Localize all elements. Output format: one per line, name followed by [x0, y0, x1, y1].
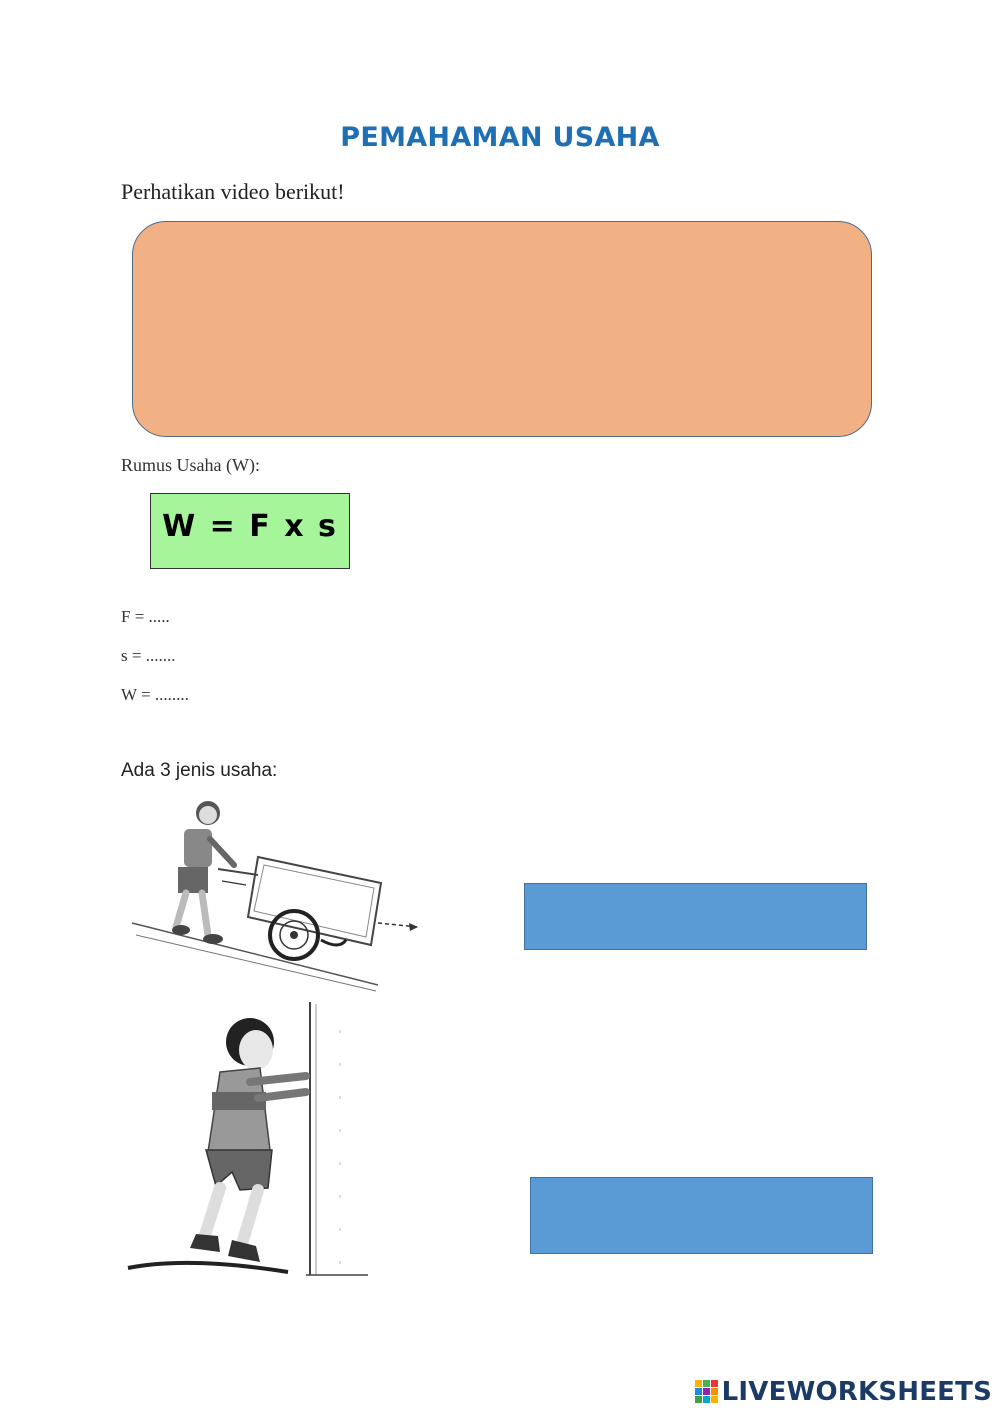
boy-pushing-wall-icon [120, 1000, 380, 1285]
variable-s: s = ....... [121, 646, 176, 665]
brand-watermark [695, 1377, 992, 1407]
boy-pushing-cart-icon [126, 795, 426, 995]
video-placeholder[interactable] [132, 221, 872, 437]
formula-text: W = F x s [162, 508, 338, 544]
formula-label: Rumus Usaha (W): [121, 455, 260, 475]
answer-box-2[interactable] [530, 1177, 873, 1254]
brand-name: LIVEWORKSHEETS [721, 1377, 992, 1407]
formula-box [150, 493, 350, 569]
liveworksheets-logo-icon [695, 1380, 719, 1404]
page-title: PEMAHAMAN USAHA [340, 122, 660, 153]
variable-w: W = ........ [121, 685, 189, 704]
intro-text: Perhatikan video berikut! [121, 179, 345, 204]
answer-box-1[interactable] [524, 883, 867, 950]
types-label: Ada 3 jenis usaha: [121, 760, 278, 781]
variable-f: F = ..... [121, 607, 170, 626]
